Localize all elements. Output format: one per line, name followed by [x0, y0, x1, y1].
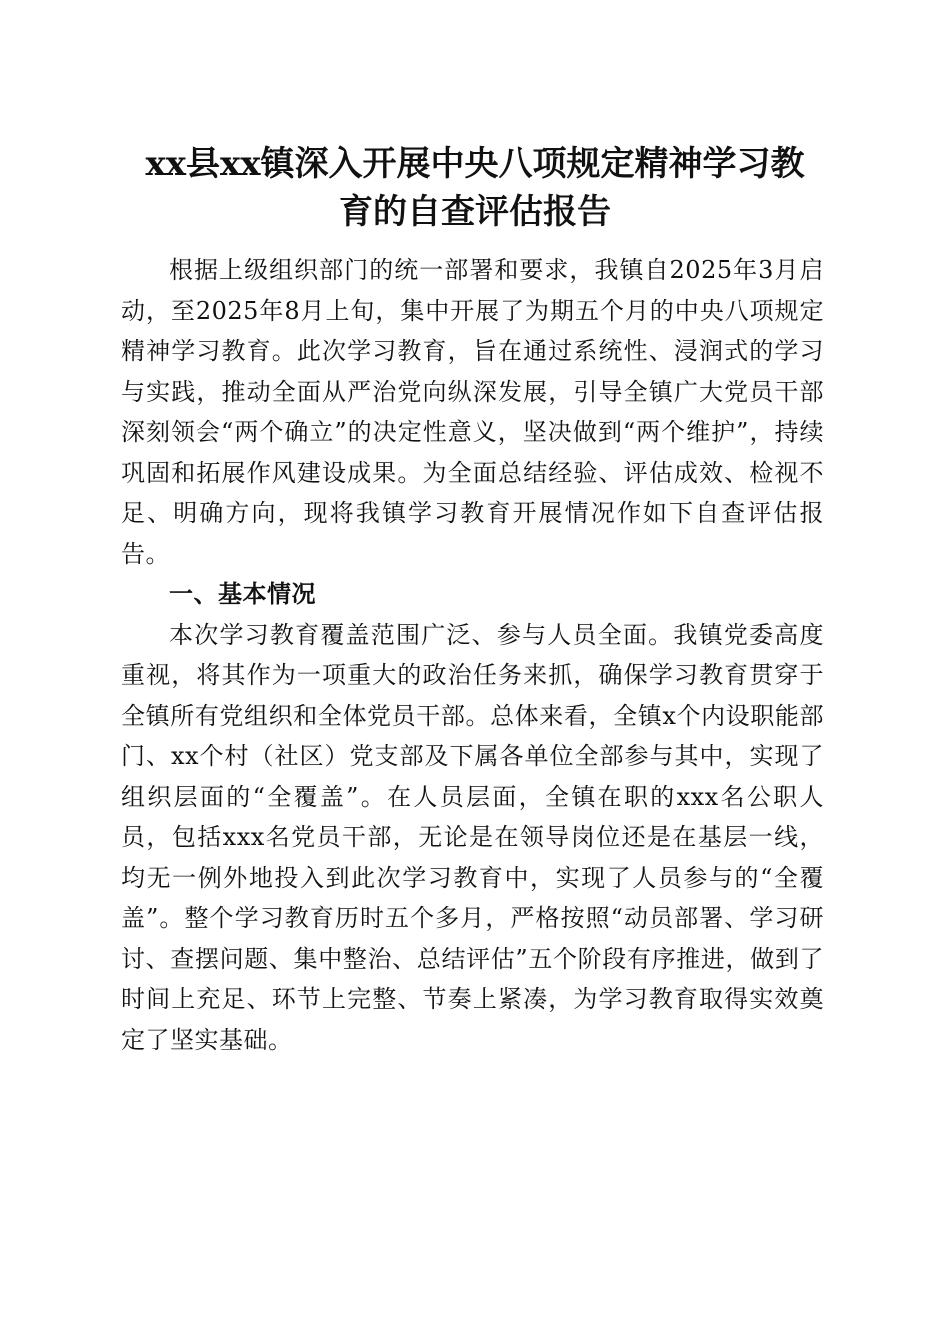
document-body [121, 250, 824, 1060]
intro-paragraph: 根据上级组织部门的统一部署和要求，我镇自2025年3月启动，至2025年8月上旬，集中开展了为期五个月的中央八项规定精神学习教育。此次学习教育，旨在通过系统性、浸润式的学习与实践，推动全面从严治党向纵深发展，引导全镇广大党员干部深刻领会“两个确立”的决定性意义，坚决做到“两个维护”，持续巩固和拓展作风建设成果。为全面总结经验、评估成效、检视不足、明确方向，现将我镇学习教育开展情况作如下自查评估报告。 [121, 256, 824, 568]
title-line-2: 育的自查评估报告 [339, 192, 611, 232]
title-line-1: xx县xx镇深入开展中央八项规定精神学习教 [145, 144, 805, 184]
section-1-paragraph: 本次学习教育覆盖范围广泛、参与人员全面。我镇党委高度重视，将其作为一项重大的政治任务来抓，确保学习教育贯穿于全镇所有党组织和全体党员干部。总体来看，全镇x个内设职能部门、xx个村（社区）党支部及下属各单位全部参与其中，实现了组织层面的“全覆盖”。在人员层面，全镇在职的xxx名公职人员，包括xxx名党员干部，无论是在领导岗位还是在基层一线，均无一例外地投入到此次学习教育中，实现了人员参与的“全覆盖”。整个学习教育历时五个多月，严格按照“动员部署、学习研讨、查摆问题、集中整治、总结评估”五个阶段有序推进，做到了时间上充足、环节上完整、节奏上紧凑，为学习教育取得实效奠定了坚实基础。 [121, 620, 824, 1054]
section-heading-basic-situation: 一、基本情况 [169, 580, 316, 608]
document-title [100, 140, 850, 236]
